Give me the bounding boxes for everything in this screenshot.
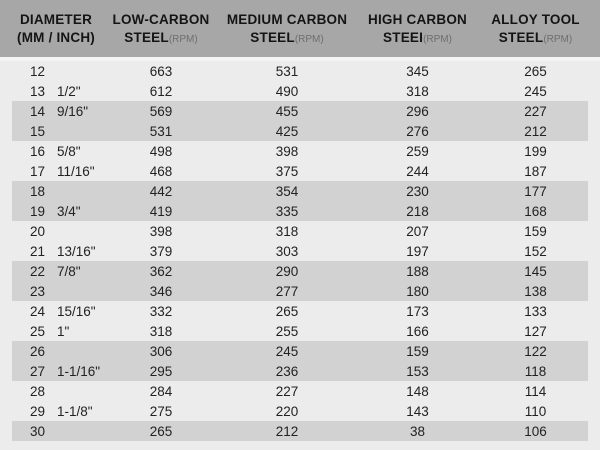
diameter-mm-value: 21 bbox=[29, 243, 45, 259]
low-carbon-rpm-value: 346 bbox=[149, 283, 173, 299]
low-carbon-rpm-value: 295 bbox=[149, 363, 173, 379]
diameter-cell bbox=[12, 344, 100, 359]
header-high-carbon-line1: HIGH CARBON bbox=[368, 11, 467, 27]
high-carbon-rpm-value: 188 bbox=[406, 263, 429, 279]
table-header bbox=[0, 0, 600, 57]
diameter-cell bbox=[12, 104, 100, 119]
diameter-mm-value: 27 bbox=[29, 363, 45, 379]
medium-carbon-rpm-value: 303 bbox=[275, 243, 299, 259]
low-carbon-rpm-value: 612 bbox=[149, 83, 173, 99]
alloy-tool-rpm-value: 122 bbox=[524, 343, 547, 359]
medium-carbon-rpm-value: 212 bbox=[275, 423, 299, 439]
diameter-cell bbox=[12, 324, 100, 339]
table-row bbox=[12, 141, 588, 161]
medium-carbon-rpm-value: 318 bbox=[275, 223, 299, 239]
alloy-tool-rpm-value: 245 bbox=[524, 83, 547, 99]
table-row bbox=[12, 101, 588, 121]
alloy-tool-rpm-value: 177 bbox=[524, 183, 547, 199]
high-carbon-rpm-value: 173 bbox=[406, 303, 429, 319]
header-high-carbon-line2: STEEI bbox=[383, 29, 424, 45]
diameter-mm-value: 13 bbox=[29, 83, 45, 99]
high-carbon-rpm-value: 166 bbox=[406, 323, 429, 339]
table-row bbox=[12, 381, 588, 401]
diameter-inch-value: 13/16" bbox=[57, 243, 96, 259]
diameter-mm-value: 15 bbox=[29, 123, 45, 139]
medium-carbon-rpm-value: 455 bbox=[275, 103, 299, 119]
diameter-mm-value: 28 bbox=[29, 383, 45, 399]
low-carbon-rpm-value: 498 bbox=[149, 143, 173, 159]
diameter-inch-value: 1" bbox=[57, 323, 70, 339]
header-high-carbon-rpm-label: (RPM) bbox=[423, 33, 452, 45]
diameter-cell bbox=[12, 224, 100, 239]
table-row bbox=[12, 81, 588, 101]
diameter-mm-value: 30 bbox=[29, 423, 45, 439]
header-diameter-line2: (MM / INCH) bbox=[17, 29, 95, 45]
low-carbon-rpm-value: 569 bbox=[149, 103, 173, 119]
diameter-cell bbox=[12, 184, 100, 199]
header-medium-carbon-line2: STEEL bbox=[250, 29, 295, 45]
medium-carbon-rpm-value: 277 bbox=[275, 283, 299, 299]
high-carbon-rpm-value: 148 bbox=[406, 383, 429, 399]
diameter-inch-value: 1/2" bbox=[57, 83, 81, 99]
table-row bbox=[12, 121, 588, 141]
diameter-cell bbox=[12, 404, 100, 419]
diameter-inch-value: 15/16" bbox=[57, 303, 96, 319]
alloy-tool-rpm-value: 133 bbox=[524, 303, 547, 319]
table-row bbox=[12, 421, 588, 441]
diameter-cell bbox=[12, 244, 100, 259]
medium-carbon-rpm-value: 354 bbox=[275, 183, 299, 199]
medium-carbon-rpm-value: 245 bbox=[275, 343, 299, 359]
diameter-mm-value: 12 bbox=[29, 63, 45, 79]
diameter-mm-value: 19 bbox=[29, 203, 45, 219]
diameter-inch-value: 11/16" bbox=[57, 163, 95, 179]
alloy-tool-rpm-value: 187 bbox=[524, 163, 547, 179]
medium-carbon-rpm-value: 490 bbox=[275, 83, 299, 99]
table-row bbox=[12, 221, 588, 241]
medium-carbon-rpm-value: 255 bbox=[275, 323, 299, 339]
low-carbon-rpm-value: 468 bbox=[149, 163, 173, 179]
low-carbon-rpm-value: 265 bbox=[149, 423, 173, 439]
medium-carbon-rpm-value: 265 bbox=[275, 303, 299, 319]
table-row bbox=[12, 161, 588, 181]
header-medium-carbon-rpm-label: (RPM) bbox=[294, 33, 324, 45]
header-cell-medium-carbon bbox=[222, 9, 352, 49]
diameter-mm-value: 17 bbox=[29, 163, 45, 179]
alloy-tool-rpm-value: 152 bbox=[524, 243, 547, 259]
medium-carbon-rpm-value: 220 bbox=[275, 403, 299, 419]
low-carbon-rpm-value: 318 bbox=[149, 323, 173, 339]
low-carbon-rpm-value: 531 bbox=[149, 123, 173, 139]
diameter-cell bbox=[12, 64, 100, 79]
table-row bbox=[12, 301, 588, 321]
alloy-tool-rpm-value: 199 bbox=[524, 143, 547, 159]
diameter-inch-value: 3/4" bbox=[57, 203, 81, 219]
diameter-mm-value: 25 bbox=[29, 323, 45, 339]
header-alloy-tool-line2: STEEL bbox=[498, 29, 544, 45]
table-row bbox=[12, 341, 588, 361]
low-carbon-rpm-value: 663 bbox=[149, 63, 173, 79]
diameter-cell bbox=[12, 284, 100, 299]
high-carbon-rpm-value: 345 bbox=[406, 63, 429, 79]
diameter-mm-value: 26 bbox=[29, 343, 45, 359]
medium-carbon-rpm-value: 398 bbox=[275, 143, 299, 159]
diameter-mm-value: 29 bbox=[29, 403, 45, 419]
diameter-mm-value: 20 bbox=[29, 223, 45, 239]
diameter-cell bbox=[12, 84, 100, 99]
high-carbon-rpm-value: 159 bbox=[406, 343, 429, 359]
medium-carbon-rpm-value: 375 bbox=[275, 163, 299, 179]
high-carbon-rpm-value: 259 bbox=[406, 143, 429, 159]
diameter-inch-value: 7/8" bbox=[57, 263, 81, 279]
high-carbon-rpm-value: 296 bbox=[406, 103, 429, 119]
table-row bbox=[12, 181, 588, 201]
header-low-carbon-rpm-label: (RPM) bbox=[168, 33, 198, 45]
alloy-tool-rpm-value: 138 bbox=[524, 283, 547, 299]
diameter-inch-value: 9/16" bbox=[57, 103, 89, 119]
diameter-cell bbox=[12, 264, 100, 279]
diameter-inch-value: 1-1/16" bbox=[57, 363, 101, 379]
alloy-tool-rpm-value: 265 bbox=[524, 63, 547, 79]
alloy-tool-rpm-value: 212 bbox=[524, 123, 547, 139]
diameter-mm-value: 24 bbox=[29, 303, 45, 319]
alloy-tool-rpm-value: 127 bbox=[524, 323, 547, 339]
table-row bbox=[12, 361, 588, 381]
high-carbon-rpm-value: 230 bbox=[406, 183, 429, 199]
high-carbon-rpm-value: 207 bbox=[406, 223, 429, 239]
diameter-mm-value: 22 bbox=[29, 263, 45, 279]
alloy-tool-rpm-value: 168 bbox=[524, 203, 547, 219]
medium-carbon-rpm-value: 227 bbox=[275, 383, 299, 399]
diameter-mm-value: 16 bbox=[29, 143, 45, 159]
table-body bbox=[0, 61, 600, 441]
medium-carbon-rpm-value: 531 bbox=[275, 63, 299, 79]
diameter-cell bbox=[12, 424, 100, 439]
table-row bbox=[12, 261, 588, 281]
diameter-inch-value: 5/8" bbox=[57, 143, 81, 159]
diameter-cell bbox=[12, 204, 100, 219]
high-carbon-rpm-value: 276 bbox=[406, 123, 429, 139]
low-carbon-rpm-value: 419 bbox=[149, 203, 173, 219]
diameter-cell bbox=[12, 164, 100, 179]
diameter-cell bbox=[12, 384, 100, 399]
header-alloy-tool-line1: ALLOY TOOL bbox=[491, 11, 580, 27]
low-carbon-rpm-value: 332 bbox=[149, 303, 173, 319]
high-carbon-rpm-value: 38 bbox=[409, 423, 426, 439]
header-alloy-tool-rpm-label: (RPM) bbox=[543, 33, 573, 45]
header-cell-alloy-tool bbox=[483, 9, 588, 49]
header-low-carbon-line1: LOW-CARBON bbox=[112, 11, 210, 27]
high-carbon-rpm-value: 218 bbox=[406, 203, 429, 219]
medium-carbon-rpm-value: 335 bbox=[275, 203, 299, 219]
medium-carbon-rpm-value: 290 bbox=[275, 263, 299, 279]
low-carbon-rpm-value: 442 bbox=[149, 183, 173, 199]
low-carbon-rpm-value: 379 bbox=[149, 243, 173, 259]
header-diameter-line1: DIAMETER bbox=[19, 11, 93, 27]
high-carbon-rpm-value: 143 bbox=[406, 403, 429, 419]
header-cell-diameter bbox=[12, 9, 100, 49]
low-carbon-rpm-value: 284 bbox=[149, 383, 173, 399]
table-row bbox=[12, 281, 588, 301]
medium-carbon-rpm-value: 425 bbox=[275, 123, 299, 139]
low-carbon-rpm-value: 306 bbox=[149, 343, 173, 359]
low-carbon-rpm-value: 362 bbox=[149, 263, 173, 279]
table-row bbox=[12, 321, 588, 341]
medium-carbon-rpm-value: 236 bbox=[275, 363, 299, 379]
high-carbon-rpm-value: 153 bbox=[406, 363, 429, 379]
diameter-mm-value: 18 bbox=[29, 183, 45, 199]
diameter-cell bbox=[12, 144, 100, 159]
diameter-mm-value: 14 bbox=[29, 103, 45, 119]
low-carbon-rpm-value: 275 bbox=[149, 403, 173, 419]
diameter-cell bbox=[12, 364, 100, 379]
alloy-tool-rpm-value: 110 bbox=[524, 403, 547, 419]
alloy-tool-rpm-value: 227 bbox=[524, 103, 547, 119]
diameter-mm-value: 23 bbox=[29, 283, 45, 299]
high-carbon-rpm-value: 318 bbox=[406, 83, 429, 99]
header-cell-low-carbon bbox=[100, 9, 222, 49]
alloy-tool-rpm-value: 159 bbox=[524, 223, 547, 239]
diameter-cell bbox=[12, 304, 100, 319]
low-carbon-rpm-value: 398 bbox=[149, 223, 173, 239]
alloy-tool-rpm-value: 106 bbox=[524, 423, 547, 439]
header-low-carbon-line2: STEEL bbox=[124, 29, 169, 45]
alloy-tool-rpm-value: 114 bbox=[524, 383, 547, 399]
alloy-tool-rpm-value: 118 bbox=[524, 363, 547, 379]
table-row bbox=[12, 241, 588, 261]
high-carbon-rpm-value: 180 bbox=[406, 283, 429, 299]
high-carbon-rpm-value: 197 bbox=[406, 243, 429, 259]
table-row bbox=[12, 401, 588, 421]
header-medium-carbon-line1: MEDIUM CARBON bbox=[226, 11, 348, 27]
diameter-inch-value: 1-1/8" bbox=[57, 403, 93, 419]
diameter-cell bbox=[12, 124, 100, 139]
table-row bbox=[12, 61, 588, 81]
high-carbon-rpm-value: 244 bbox=[406, 163, 429, 179]
alloy-tool-rpm-value: 145 bbox=[524, 263, 547, 279]
table-row bbox=[12, 201, 588, 221]
header-cell-high-carbon bbox=[352, 9, 483, 49]
